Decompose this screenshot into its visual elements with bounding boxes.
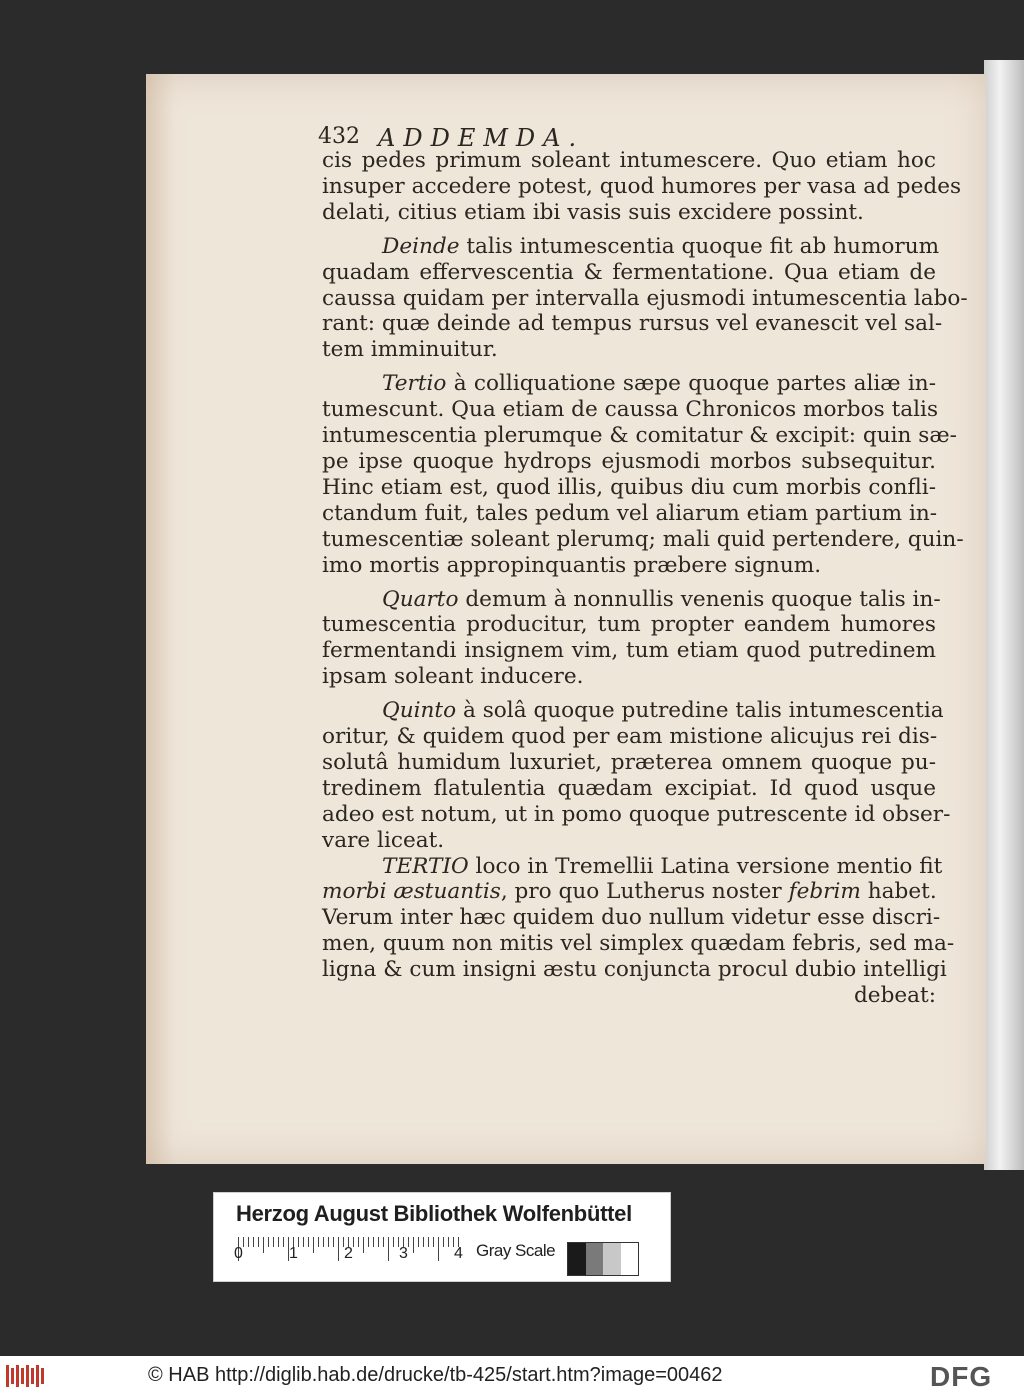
book-spine: [984, 60, 1024, 1170]
text-line: ctandum fuit, tales pedum vel aliarum etiam partium in-: [322, 500, 938, 526]
text-line: fermentandi insignem vim, tum etiam quod putredinem: [322, 638, 936, 664]
ruler-tick: [248, 1237, 249, 1247]
logo-bar: [36, 1365, 39, 1387]
text-line: pe ipse quoque hydrops ejusmodi morbos subsequitur.: [322, 448, 936, 474]
text-line: caussa quidam per intervalla ejusmodi intumescentia labo-: [322, 285, 968, 311]
text-line: tem imminuitur.: [322, 337, 498, 363]
ruler-tick: [418, 1237, 419, 1247]
ruler-number: 2: [344, 1245, 353, 1262]
text-line: Deinde talis intumescentia quoque fit ab humorum: [382, 233, 940, 259]
text-line: ipsam soleant inducere.: [322, 664, 584, 690]
ruler-tick: [263, 1237, 264, 1253]
text-line: rant: quæ deinde ad tempus rursus vel evanescit vel sal-: [322, 311, 943, 337]
text-line: tumescentia producitur, tum propter eandem humores: [322, 612, 936, 638]
logo-bar: [26, 1365, 29, 1387]
ruler-tick: [373, 1237, 374, 1247]
text-line: adeo est notum, ut in pomo quoque putrescente id obser-: [322, 801, 951, 827]
ruler-tick: [338, 1237, 339, 1261]
ruler-number: 1: [289, 1245, 298, 1262]
footer-copyright-link[interactable]: © HAB http://diglib.hab.de/drucke/tb-425/start.htm?image=00462: [148, 1364, 723, 1386]
page-body-text: [322, 148, 968, 1009]
ruler-tick: [438, 1237, 439, 1261]
text-line: morbi æstuantis, pro quo Lutherus noster febrim habet.: [322, 879, 937, 905]
ruler-tick: [393, 1237, 394, 1247]
text-line: tumescentiæ soleant plerumq; mali quid pertendere, quin-: [322, 526, 964, 552]
page-number: 432: [318, 124, 360, 149]
text-line: oritur, & quidem quod per eam mistione alicujus rei dis-: [322, 724, 938, 750]
ruler-tick: [253, 1237, 254, 1247]
ruler-tick: [258, 1237, 259, 1247]
ruler-tick: [368, 1237, 369, 1247]
gray-scale-label: Gray Scale: [476, 1241, 556, 1260]
ruler-tick: [303, 1237, 304, 1247]
gray-swatch: [586, 1243, 604, 1275]
gray-swatch: [621, 1243, 639, 1275]
text-line: Tertio à colliquatione sæpe quoque partes aliæ in-: [382, 371, 936, 397]
footer-bar: [0, 1356, 1024, 1396]
text-line: Quinto à solâ quoque putredine talis intumescentia: [382, 698, 944, 724]
ruler-tick: [323, 1237, 324, 1247]
hab-logo-icon: [6, 1363, 48, 1389]
ruler-tick: [433, 1237, 434, 1247]
gray-scale-swatches: [567, 1242, 639, 1276]
ruler-tick: [243, 1237, 244, 1247]
logo-bar: [16, 1365, 19, 1387]
text-line: insuper accedere potest, quod humores per vasa ad pedes: [322, 173, 962, 199]
ruler-tick: [383, 1237, 384, 1247]
logo-bar: [11, 1368, 14, 1384]
text-line: quadam effervescentia & fermentatione. Qua etiam de: [322, 259, 936, 285]
ruler-tick: [353, 1237, 354, 1247]
text-line: debeat:: [853, 983, 936, 1009]
running-head: ADDEMDA.: [378, 124, 585, 152]
text-line: TERTIO loco in Tremellii Latina versione mentio fit: [382, 853, 943, 879]
ruler-tick: [308, 1237, 309, 1247]
gray-swatch: [603, 1243, 621, 1275]
book-page: [146, 74, 986, 1164]
text-line: cis pedes primum soleant intumescere. Quo etiam hoc: [322, 148, 936, 173]
ruler-tick: [318, 1237, 319, 1247]
ruler-tick: [428, 1237, 429, 1247]
ruler-tick: [268, 1237, 269, 1247]
dfg-logo: DFG: [930, 1361, 993, 1392]
ruler-number: 0: [234, 1245, 243, 1262]
logo-bar: [6, 1365, 9, 1387]
ruler-tick: [333, 1237, 334, 1247]
ruler-number: 3: [399, 1245, 408, 1262]
card-title: Herzog August Bibliothek Wolfenbüttel: [236, 1201, 632, 1226]
ruler-tick: [448, 1237, 449, 1247]
text-line: tredinem flatulentia quædam excipiat. Id quod usque: [322, 775, 936, 801]
text-line: men, quum non mitis vel simplex quædam febris, sed ma-: [322, 931, 955, 957]
text-line: delati, citius etiam ibi vasis suis excidere possint.: [322, 199, 864, 225]
text-line: solutâ humidum luxuriet, præterea omnem quoque pu-: [322, 749, 936, 775]
ruler-tick: [313, 1237, 314, 1253]
ruler-tick: [298, 1237, 299, 1247]
logo-bar: [41, 1368, 44, 1384]
ruler-tick: [423, 1237, 424, 1247]
ruler-tick: [388, 1237, 389, 1261]
text-line: Verum inter hæc quidem duo nullum videtur esse discri-: [322, 905, 941, 931]
gray-swatch: [568, 1243, 586, 1275]
text-line: Quarto demum à nonnullis venenis quoque talis in-: [382, 586, 941, 612]
logo-bar: [21, 1368, 24, 1384]
text-line: intumescentia plerumque & comitatur & excipit: quin sæ-: [322, 423, 957, 449]
ruler-tick: [278, 1237, 279, 1247]
color-card: [213, 1192, 671, 1282]
text-line: tumescunt. Qua etiam de caussa Chronicos morbos talis: [322, 397, 939, 423]
ruler-tick: [408, 1237, 409, 1247]
ruler-tick: [413, 1237, 414, 1253]
ruler-tick: [283, 1237, 284, 1247]
text-line: Hinc etiam est, quod illis, quibus diu cum morbis confli-: [322, 474, 936, 500]
ruler-tick: [328, 1237, 329, 1247]
text-line: vare liceat.: [322, 827, 445, 853]
ruler-tick: [443, 1237, 444, 1247]
logo-bar: [31, 1368, 34, 1384]
ruler-number: 4: [454, 1245, 463, 1262]
ruler-tick: [273, 1237, 274, 1247]
text-line: imo mortis appropinquantis præbere signum.: [322, 552, 822, 578]
ruler-tick: [378, 1237, 379, 1247]
text-line: ligna & cum insigni æstu conjuncta procul dubio intelligi: [322, 957, 947, 983]
ruler-tick: [358, 1237, 359, 1247]
ruler-tick: [363, 1237, 364, 1253]
